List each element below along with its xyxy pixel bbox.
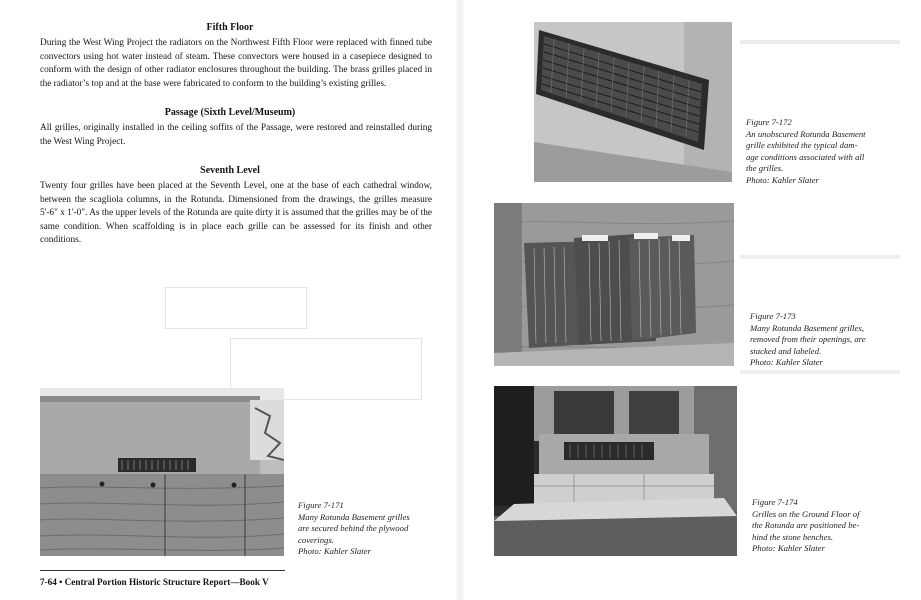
caption-figure-7-171: [298, 500, 410, 558]
photo-figure-7-174: [494, 386, 737, 556]
heading-fifth-floor: Fifth Floor: [206, 22, 254, 33]
caption-figure-7-174: [752, 497, 860, 555]
caption-line: Many Rotunda Basement grilles: [298, 511, 410, 522]
photo-figure-7-171: [40, 388, 284, 556]
photo-credit: Photo: Kahler Slater: [746, 174, 819, 185]
bleed-through-line: [740, 40, 900, 44]
right-page: [460, 0, 921, 600]
caption-line: Grilles on the Ground Floor of: [752, 508, 860, 519]
caption-line: hind the stone benches.: [752, 531, 834, 542]
caption-line: Many Rotunda Basement grilles,: [750, 322, 864, 333]
caption-figure-7-172: [746, 117, 866, 186]
heading-seventh-level: Seventh Level: [200, 165, 260, 176]
bleed-through-line: [740, 255, 900, 259]
heading-passage: Passage (Sixth Level/Museum): [164, 107, 296, 118]
page-footer: 7-64 • Central Portion Historic Structure Report—Book V: [40, 577, 269, 587]
caption-line: the grilles.: [746, 163, 784, 173]
caption-line: coverings.: [298, 534, 334, 545]
photo-figure-7-172: [534, 22, 732, 182]
caption-line: Figure 7-171: [298, 500, 344, 510]
photo-credit: Photo: Kahler Slater: [298, 546, 371, 556]
caption-line: stacked and labeled.: [750, 345, 822, 356]
caption-line: An unobscured Rotunda Basement: [746, 128, 866, 139]
paragraph-seventh-level: Twenty four grilles have been placed at the Seventh Level, one at the base of each cathedral window, between the scagliola columns, in the Rotunda. Dimensioned from the drawings, the grilles measure 5'-6" x 1'-0". As the upper levels of the Rotunda are quite dirty it is assumed that the grilles may be of the same condition. When scaffolding is in place each grille can be assessed for its finish and other conditions.: [40, 181, 432, 246]
caption-line: Figure 7-173: [750, 311, 796, 321]
caption-line: Figure 7-172: [746, 117, 792, 127]
caption-line: are secured behind the plywood: [298, 523, 409, 533]
photo-credit: Photo: Kahler Slater: [750, 357, 823, 367]
caption-line: the Rotunda are positioned be-: [752, 520, 860, 530]
paragraph-fifth-floor: During the West Wing Project the radiators on the Northwest Fifth Floor were replaced with finned tube convectors using hot water instead of steam. These convectors were housed in a casepiece designed to conform with the design of other radiator enclosures throughout the building. The brass grilles placed in the radiator’s top and at the base were fabricated to conform to the building’s existing grilles.: [40, 38, 432, 89]
caption-line: Figure 7-174: [752, 497, 798, 507]
paragraph-passage: All grilles, originally installed in the ceiling soffits of the Passage, were restored and reinstalled during the West Wing Project.: [40, 123, 432, 147]
caption-line: grille exhibited the typical dam-: [746, 140, 858, 150]
caption-figure-7-173: [750, 311, 866, 369]
caption-line: age conditions associated with all: [746, 151, 865, 162]
left-page: [0, 0, 460, 600]
caption-line: removed from their openings, are: [750, 334, 866, 344]
footer-rule: [40, 570, 285, 571]
bleed-through-line: [740, 370, 900, 374]
bleed-through-drawing: [165, 287, 307, 329]
photo-credit: Photo: Kahler Slater: [752, 543, 825, 553]
photo-figure-7-173: [494, 203, 734, 366]
